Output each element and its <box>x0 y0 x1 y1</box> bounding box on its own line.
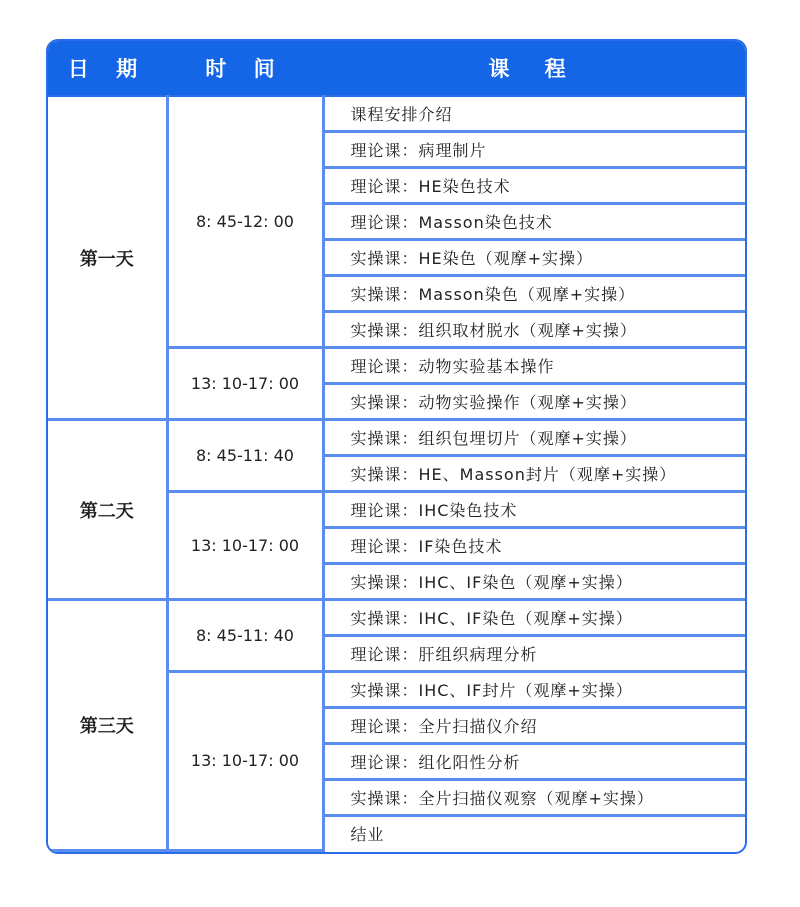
header-date: 日 期 <box>48 41 167 96</box>
schedule-row <box>48 420 745 456</box>
course-item: 实操课：IHC、IF染色（观摩+实操） <box>323 564 745 600</box>
day-label: 第一天 <box>48 96 167 420</box>
schedule-row <box>48 96 745 132</box>
header-course: 课 程 <box>323 41 745 96</box>
session-time: 13: 10-17: 00 <box>167 672 323 851</box>
course-item: 实操课：组织包埋切片（观摩+实操） <box>323 420 745 456</box>
day-label: 第三天 <box>48 600 167 851</box>
course-item: 结业 <box>350 825 385 844</box>
course-item: 实操课：HE染色（观摩+实操） <box>323 240 745 276</box>
course-item: 理论课：肝组织病理分析 <box>323 636 745 672</box>
course-item: 理论课：病理制片 <box>323 132 745 168</box>
schedule-row <box>48 600 745 636</box>
course-item: 课程安排介绍 <box>323 96 745 132</box>
course-item: 理论课：IHC染色技术 <box>323 492 745 528</box>
course-item: 实操课：Masson染色（观摩+实操） <box>323 276 745 312</box>
header-time: 时 间 <box>167 41 323 96</box>
session-time: 8: 45-11: 40 <box>167 420 323 492</box>
course-item: 理论课：Masson染色技术 <box>323 204 745 240</box>
course-item: 实操课：组织取材脱水（观摩+实操） <box>323 312 745 348</box>
course-item: 理论课：动物实验基本操作 <box>323 348 745 384</box>
course-schedule-table <box>46 39 747 854</box>
course-item: 实操课：HE、Masson封片（观摩+实操） <box>323 456 745 492</box>
session-time: 13: 10-17: 00 <box>167 492 323 600</box>
course-item: 理论课：HE染色技术 <box>323 168 745 204</box>
session-time: 13: 10-17: 00 <box>167 348 323 420</box>
session-time: 8: 45-11: 40 <box>167 600 323 672</box>
session-time: 8: 45-12: 00 <box>167 96 323 348</box>
course-item: 理论课：组化阳性分析 <box>323 744 745 780</box>
table-header-row <box>48 41 745 96</box>
schedule-body <box>48 96 745 850</box>
course-item: 实操课：动物实验操作（观摩+实操） <box>323 384 745 420</box>
course-item: 理论课：全片扫描仪介绍 <box>323 708 745 744</box>
course-item: 理论课：IF染色技术 <box>323 528 745 564</box>
day-label: 第二天 <box>48 420 167 600</box>
course-item: 实操课：IHC、IF染色（观摩+实操） <box>323 600 745 636</box>
course-item: 实操课：IHC、IF封片（观摩+实操） <box>323 672 745 708</box>
course-item: 实操课：全片扫描仪观察（观摩+实操） <box>323 780 745 816</box>
